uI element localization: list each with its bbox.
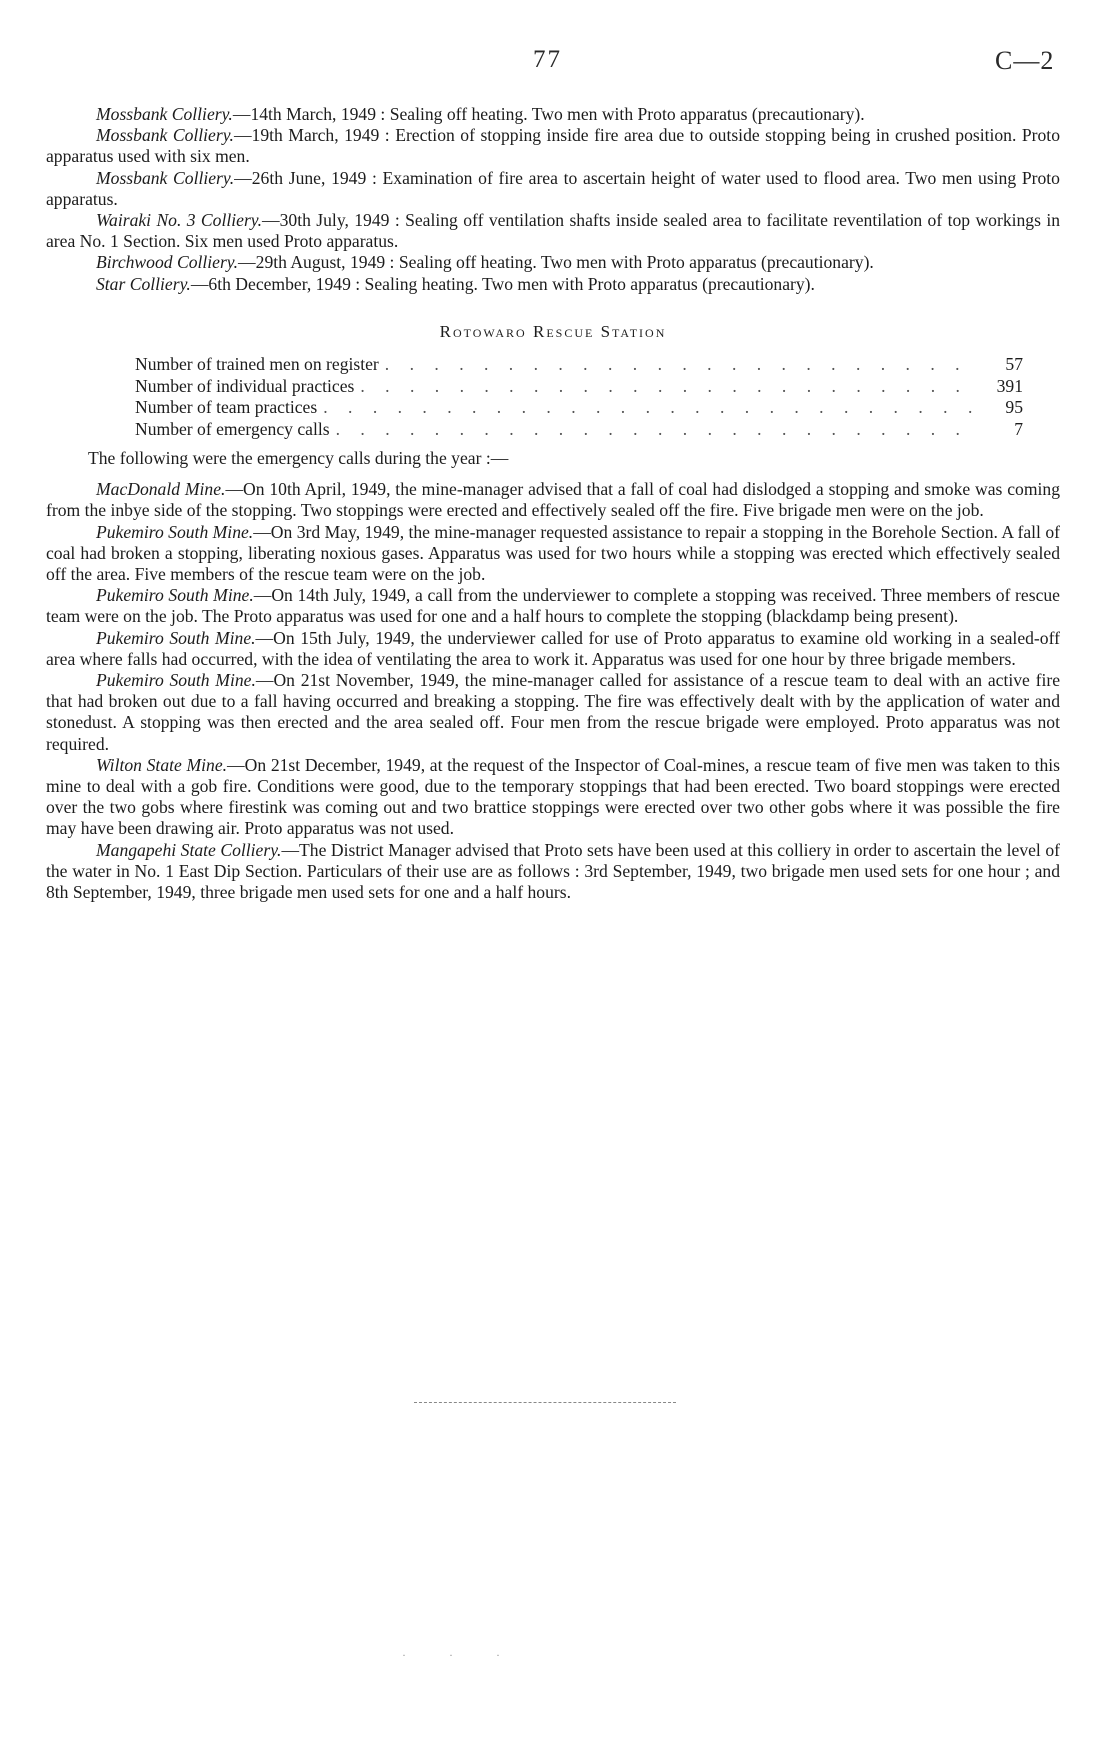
stat-value: 95 [1005,397,1023,418]
call-title: Wilton State Mine. [96,754,228,775]
end-rule [414,1402,676,1403]
station-statistics [135,354,1023,440]
call-text: —On 21st November, 1949, the mine-manager called for assistance of a rescue team to deal with an active fire that had broken out due to a fall having occurred and breaking a stopping. The fire was effectively dealt with by the application of water and stonedust. A stopping was then erected and the area sealed off. Four men from the rescue brigade were employed. Proto apparatus was not required. [46,670,1060,754]
report-title: Star Colliery. [96,273,191,294]
stat-value: 391 [996,375,1023,396]
report-text: —30th July, 1949 : Sealing off ventilation shafts inside sealed area to facilitate reventilation of top workings in area No. 1 Section. Six men used Proto apparatus. [46,210,1061,252]
call-text: —On 10th April, 1949, the mine-manager advised that a fall of coal had dislodged a stopping and smoke was coming from the inbye side of the stopping. Two stoppings were erected and effectively sealed off the fire. Five brigade men were on the job. [46,479,1060,521]
report-title: Mossbank Colliery. [96,167,235,188]
stat-label: Number of trained men on register [135,354,379,375]
report-text: —26th June, 1949 : Examination of fire area to ascertain height of water used to flood area. Two men using Proto apparatus. [46,167,1060,209]
call-title: MacDonald Mine. [96,479,226,500]
page-reference: C—2 [995,46,1055,75]
call-text: —On 3rd May, 1949, the mine-manager requested assistance to repair a stopping in the Borehole Section. A fall of coal had broken a stopping, liberating noxious gases. Apparatus was used for two hours while a stopping was erected which effectively sealed off the area. Five members of the rescue team were on the job. [46,521,1060,585]
dot-leader [336,419,977,440]
call-paragraph [46,755,1060,840]
call-title: Pukemiro South Mine. [96,670,256,691]
report-paragraph [46,104,1060,125]
scan-specks: · · · [402,1648,520,1662]
page-number: 77 [533,46,562,73]
call-text: —On 14th July, 1949, a call from the underviewer to complete a stopping was received. Three members of rescue team were on the job. The Proto apparatus was used for one and a half hours to complete the stopping (blackdamp being present). [46,585,1060,627]
call-paragraph [46,585,1060,627]
call-title: Pukemiro South Mine. [96,627,256,648]
report-paragraph [46,252,1060,273]
report-text: —6th December, 1949 : Sealing heating. Two men with Proto apparatus (precautionary). [190,273,815,294]
dot-leader [323,397,977,418]
stat-value: 57 [1005,354,1023,375]
dot-leader [385,354,977,375]
call-title: Mangapehi State Colliery. [96,839,282,860]
report-text: —29th August, 1949 : Sealing off heating. Two men with Proto apparatus (precautionary). [238,252,874,273]
call-paragraph [46,628,1060,670]
report-title: Mossbank Colliery. [96,125,234,146]
report-title: Mossbank Colliery. [96,104,233,124]
report-text: —14th March, 1949 : Sealing off heating. Two men with Proto apparatus (precautionary). [232,104,865,124]
station-heading: Rotowaro Rescue Station [439,321,667,341]
call-paragraph [46,670,1060,755]
stat-label: Number of emergency calls [135,418,330,439]
call-text: —On 15th July, 1949, the underviewer called for use of Proto apparatus to examine old working in a sealed-off area where falls had occurred, with the idea of ventilating the area to work it. Apparatus was used for one hour by three brigade members. [46,627,1060,669]
calls-intro: The following were the emergency calls during the year :— [88,448,509,469]
report-title: Wairaki No. 3 Colliery. [96,210,263,231]
call-title: Pukemiro South Mine. [96,585,254,606]
stat-label: Number of team practices [135,397,318,418]
report-paragraph [46,168,1060,210]
stat-row [135,419,1023,441]
call-paragraph [46,479,1060,521]
call-title: Pukemiro South Mine. [96,521,254,542]
page-body [46,104,1060,903]
stat-value: 7 [1014,418,1023,439]
report-title: Birchwood Colliery. [96,252,239,273]
call-text: —On 21st December, 1949, at the request of the Inspector of Coal-mines, a rescue team of five men was taken to this mine to deal with a gob fire. Conditions were good, due to the temporary stoppings that had been erected. Two board stoppings were erected over the two gobs where firestink was coming out and two brattice stoppings were erected over two other gobs where it was possible the fire may have been drawing air. Proto apparatus was not used. [46,754,1060,839]
stat-row [135,397,1023,419]
stat-label: Number of individual practices [135,375,355,396]
report-text: —19th March, 1949 : Erection of stopping inside fire area due to outside stopping being in crushed position. Proto apparatus used with six men. [46,125,1060,167]
report-paragraph [46,210,1060,252]
report-paragraph [46,125,1060,167]
call-paragraph [46,840,1060,904]
dot-leader [360,376,977,397]
call-text: —The District Manager advised that Proto sets have been used at this colliery in order to ascertain the level of the water in No. 1 East Dip Section. Particulars of their use are as follows : 3rd September, 1949, two brigade men used sets for one hour ; and 8th September, 1949, three brigade men used sets for one and a half hours. [46,839,1060,903]
report-paragraph [46,274,1060,295]
call-paragraph [46,522,1060,586]
stat-row [135,376,1023,398]
stat-row [135,354,1023,376]
